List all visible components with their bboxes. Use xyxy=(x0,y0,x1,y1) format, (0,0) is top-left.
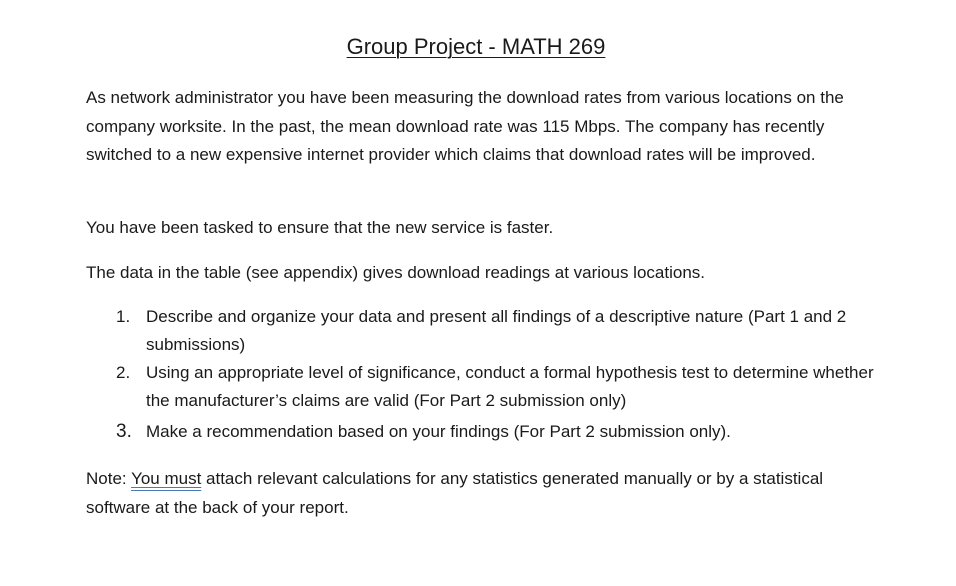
note-paragraph xyxy=(86,464,876,522)
list-item-number: 1. xyxy=(116,307,131,326)
list-item-number: 2. xyxy=(116,363,131,382)
note-underlined-text: You must xyxy=(131,469,202,488)
intro-paragraph: As network administrator you have been measuring the download rates from various locations on the company worksite. In the past, the mean download rate was 115 Mbps. The company has recently switched to a new expensive internet provider which claims that download rates will be improved. xyxy=(86,88,844,164)
list-item-number: 3. xyxy=(116,421,132,442)
requirements-list xyxy=(86,303,876,446)
note-rest: attach relevant calculations for any statistics generated manually or by a statistical software at the back of your report. xyxy=(86,469,824,517)
data-paragraph: The data in the table (see appendix) gives download readings at various locations. xyxy=(86,263,705,282)
document-title: Group Project - MATH 269 xyxy=(346,34,606,59)
list-item xyxy=(86,418,876,446)
list-item-text: Make a recommendation based on your findings (For Part 2 submission only). xyxy=(146,422,731,441)
document-title-container xyxy=(0,33,952,61)
task-paragraph: You have been tasked to ensure that the new service is faster. xyxy=(86,218,554,237)
list-item xyxy=(86,303,876,359)
list-item xyxy=(86,359,876,415)
list-item-text: Using an appropriate level of significance, conduct a formal hypothesis test to determine whether the manufacturer’s claims are valid (For Part 2 submission only) xyxy=(146,363,874,410)
note-prefix: Note: xyxy=(86,469,132,488)
list-item-text: Describe and organize your data and present all findings of a descriptive nature (Part 1 and 2 submissions) xyxy=(146,307,847,354)
